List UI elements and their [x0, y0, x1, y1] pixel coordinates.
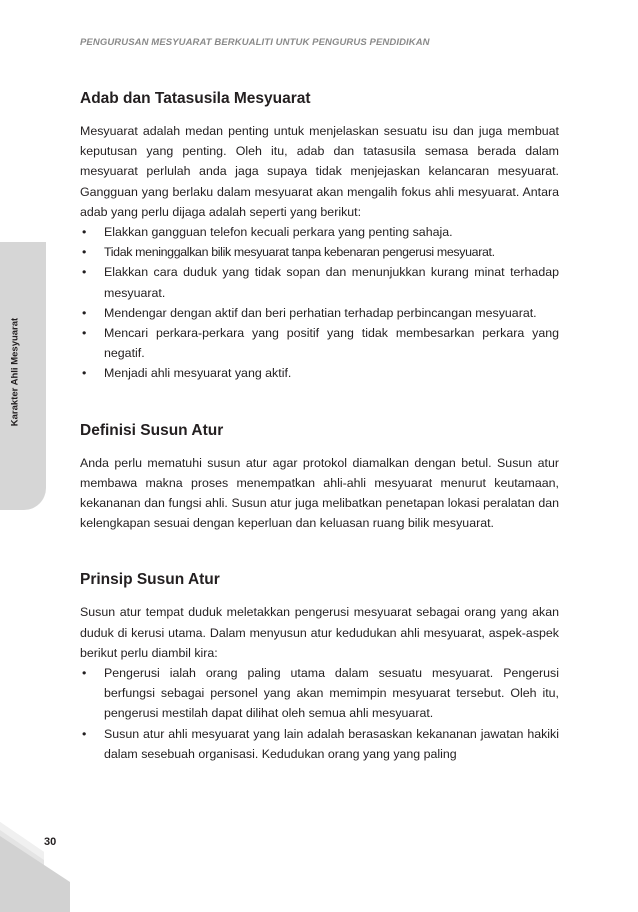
- section-title: Prinsip Susun Atur: [80, 571, 220, 589]
- section-title: Adab dan Tatasusila Mesyuarat: [80, 90, 311, 107]
- list-item: • Elakkan gangguan telefon kecuali perkara yang penting sahaja.: [80, 222, 559, 242]
- bullet-list: [80, 222, 559, 384]
- page-content: [80, 88, 559, 800]
- list-item: • Tidak meninggalkan bilik mesyuarat tanpa kebenaran pengerusi mesyuarat.: [80, 242, 559, 262]
- bullet-list: [80, 663, 559, 764]
- section-paragraph: Anda perlu mematuhi susun atur agar protokol diamalkan dengan betul. Susun atur membawa makna proses menempatkan ahli-ahli mesyuarat menurut keutamaan, kekananan dan fungsi ahli. Susun atur juga melibatkan penetapan lokasi peralatan dan kelengkapan sesuai dengan keperluan dan keluasan ruang bilik mesyuarat.: [80, 455, 559, 531]
- page-corner-decoration: [0, 800, 70, 912]
- section-prinsip: [80, 569, 559, 764]
- list-item: • Elakkan cara duduk yang tidak sopan dan menunjukkan kurang minat terhadap mesyuarat.: [80, 262, 559, 302]
- list-item: • Mendengar dengan aktif dan beri perhatian terhadap perbincangan mesyuarat.: [80, 303, 559, 323]
- list-item: • Menjadi ahli mesyuarat yang aktif.: [80, 363, 559, 383]
- section-title: Definisi Susun Atur: [80, 421, 224, 439]
- section-paragraph: Mesyuarat adalah medan penting untuk menjelaskan sesuatu isu dan juga membuat keputusan yang penting. Oleh itu, adab dan tatasusila semasa berada dalam mesyuarat perlulah anda jaga supaya tidak menjejaskan kelancaran mesyuarat. Gangguan yang berlaku dalam mesyuarat akan mengalih fokus ahli mesyuarat. Antara adab yang perlu dijaga adalah seperti yang berikut:: [80, 124, 559, 219]
- section-adab: [80, 88, 559, 384]
- list-item: • Mencari perkara-perkara yang positif yang tidak membesarkan perkara yang negatif.: [80, 323, 559, 363]
- list-item: • Susun atur ahli mesyuarat yang lain adalah berasaskan kekananan jawatan hakiki dalam sesebuah organisasi. Kedudukan orang yang yang paling: [80, 724, 559, 764]
- side-tab: [0, 242, 46, 510]
- section-definisi: [80, 420, 559, 534]
- running-header: PENGURUSAN MESYUARAT BERKUALITI UNTUK PENGURUS PENDIDIKAN: [80, 37, 430, 48]
- section-paragraph: Susun atur tempat duduk meletakkan pengerusi mesyuarat sebagai orang yang akan duduk di kerusi utama. Dalam menyusun atur kedudukan ahli mesyuarat, aspek-aspek berikut perlu diambil kira:: [80, 605, 559, 660]
- page-number: 30: [44, 836, 57, 848]
- side-tab-label: Karakter Ahli Mesyuarat: [9, 317, 21, 427]
- list-item: • Pengerusi ialah orang paling utama dalam sesuatu mesyuarat. Pengerusi berfungsi sebagai personel yang akan memimpin mesyuarat tersebut. Oleh itu, pengerusi mestilah dapat dilihat oleh semua ahli mesyuarat.: [80, 663, 559, 724]
